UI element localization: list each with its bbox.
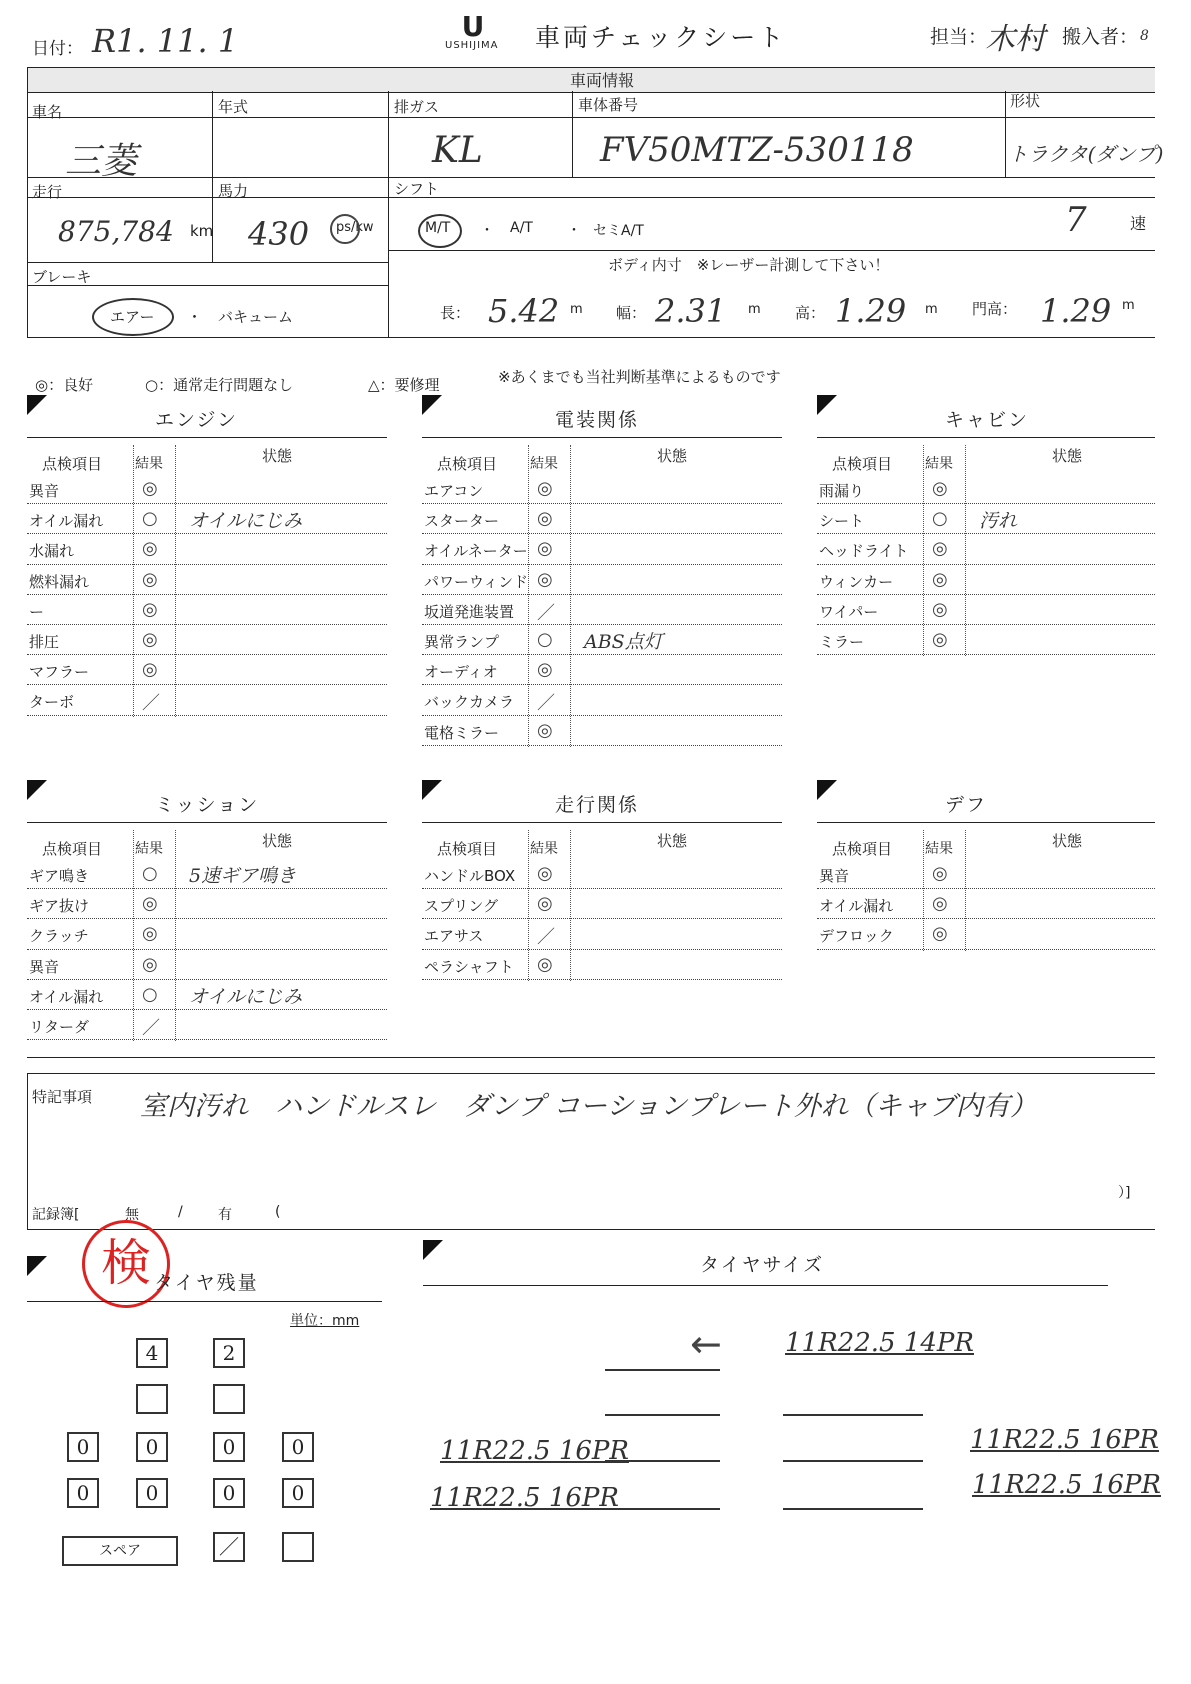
diff-col-item: 点検項目 bbox=[832, 840, 893, 858]
legend-ok: ○：通常走行問題なし bbox=[145, 376, 294, 394]
tire-box-rear2-inner-left: 0 bbox=[136, 1478, 168, 1508]
cabin-row-label: シート bbox=[819, 512, 865, 531]
electrical-row-label: エアコン bbox=[424, 482, 484, 500]
mission-row-mark: ◎ bbox=[142, 893, 158, 915]
running-row-mark: ◎ bbox=[537, 863, 553, 884]
running-col-state: 状態 bbox=[657, 832, 688, 850]
cabin-row-rule bbox=[817, 624, 1155, 625]
electrical-row-rule bbox=[422, 564, 782, 565]
running-col-result: 結果 bbox=[530, 841, 558, 857]
mission-row-label: クラッチ bbox=[29, 927, 89, 946]
running-row-rule bbox=[422, 888, 782, 889]
running-row-rule bbox=[422, 979, 782, 980]
diff-col-state: 状態 bbox=[1052, 832, 1083, 850]
electrical-row-label: 異常ランプ bbox=[424, 633, 500, 651]
tire-box-rear1-inner-right: 0 bbox=[213, 1432, 245, 1462]
electrical-row-label: 電格ミラー bbox=[424, 723, 500, 742]
electrical-row-mark: ◎ bbox=[537, 478, 553, 499]
gears-unit: 速 bbox=[1130, 214, 1147, 233]
engine-row-mark: ◎ bbox=[142, 629, 158, 650]
spare-box-2 bbox=[282, 1532, 314, 1562]
engine-row-rule bbox=[27, 503, 387, 504]
shift-option-mt: M/T bbox=[425, 220, 451, 236]
legend-note: ※あくまでも当社判断基準によるものです bbox=[498, 368, 781, 386]
electrical-marker-icon bbox=[422, 395, 442, 415]
cabin-row-mark: ○ bbox=[932, 508, 948, 530]
diff-marker-icon bbox=[817, 780, 837, 800]
electrical-row-rule bbox=[422, 533, 782, 534]
cabin-row-label: ミラー bbox=[819, 633, 865, 651]
mission-row-mark: ○ bbox=[142, 983, 158, 1005]
engine-row-rule bbox=[27, 564, 387, 565]
running-row-mark: ◎ bbox=[537, 953, 553, 975]
record-label: 記録簿[ bbox=[32, 1207, 80, 1223]
tire-remaining-unit: 単位：mm bbox=[290, 1313, 360, 1329]
diff-row-label: オイル漏れ bbox=[819, 897, 894, 916]
mission-col-state: 状態 bbox=[262, 832, 293, 850]
legend-good: ◎：良好 bbox=[35, 376, 94, 394]
electrical-row-label: オーディオ bbox=[424, 663, 498, 682]
cabin-row-label: ヘッドライト bbox=[819, 542, 909, 561]
electrical-row-state: ABS点灯 bbox=[584, 631, 663, 653]
cabin-col-state: 状態 bbox=[1052, 447, 1083, 465]
diff-row-label: 異音 bbox=[819, 867, 850, 885]
electrical-row-label: バックカメラ bbox=[424, 693, 515, 712]
gears-value: 7 bbox=[1065, 200, 1087, 240]
running-col-item: 点検項目 bbox=[437, 840, 498, 858]
shift-option-at: A/T bbox=[510, 220, 533, 236]
cabin-row-rule bbox=[817, 594, 1155, 595]
diff-row-label: デフロック bbox=[819, 927, 894, 946]
cabin-row-rule bbox=[817, 503, 1155, 504]
mileage-unit: km bbox=[190, 222, 214, 240]
electrical-row-mark: ／ bbox=[537, 693, 555, 715]
maker-label: 車名 bbox=[32, 103, 63, 121]
electrical-row-mark: ◎ bbox=[537, 568, 553, 590]
cabin-marker-icon bbox=[817, 395, 837, 415]
diff-title-rule bbox=[817, 822, 1155, 823]
power-circle-mark bbox=[330, 214, 360, 244]
engine-title-rule bbox=[27, 437, 387, 438]
mission-row-rule bbox=[27, 1039, 387, 1040]
electrical-row-rule bbox=[422, 594, 782, 595]
tire-remaining-title: タイヤ残量 bbox=[154, 1272, 259, 1294]
record-yes: 有 bbox=[218, 1207, 232, 1223]
electrical-col-item: 点検項目 bbox=[437, 455, 498, 473]
running-row-mark: ／ bbox=[537, 927, 555, 949]
tire-size-marker-icon bbox=[423, 1240, 443, 1260]
engine-row-label: ー bbox=[29, 602, 45, 621]
year-label: 年式 bbox=[218, 98, 249, 116]
engine-row-mark: ◎ bbox=[142, 538, 158, 560]
electrical-row-rule bbox=[422, 684, 782, 685]
mission-row-label: リターダ bbox=[29, 1018, 90, 1036]
mission-row-mark: ◎ bbox=[142, 923, 158, 945]
height-label: 高： bbox=[795, 304, 826, 322]
cabin-row-mark: ◎ bbox=[932, 478, 948, 499]
tire-size-title: タイヤサイズ bbox=[700, 1254, 825, 1276]
carrier-value: 8 bbox=[1140, 28, 1149, 44]
mileage-value: 875,784 bbox=[58, 215, 174, 248]
shape-label: 形状 bbox=[1010, 92, 1041, 110]
tire-remaining-marker-icon bbox=[27, 1256, 47, 1276]
cabin-row-label: ウィンカー bbox=[819, 572, 894, 591]
power-value: 430 bbox=[248, 215, 310, 253]
mission-row-mark: ／ bbox=[142, 1018, 160, 1039]
electrical-row-label: パワーウィンド bbox=[424, 572, 529, 591]
height-unit: m bbox=[925, 302, 938, 317]
shift-sep-2: ・ bbox=[567, 223, 581, 239]
tire-box-second-left bbox=[136, 1384, 168, 1414]
staff-label: 担当： bbox=[930, 26, 988, 48]
engine-row-state: オイルにじみ bbox=[189, 510, 303, 533]
mission-row-mark: ○ bbox=[142, 863, 158, 884]
engine-row-mark: ◎ bbox=[142, 568, 158, 590]
diff-row-mark: ◎ bbox=[932, 893, 948, 915]
tire-box-rear1-inner-left: 0 bbox=[136, 1432, 168, 1462]
record-paren-open: ( bbox=[275, 1204, 281, 1220]
brake-sep: ・ bbox=[187, 308, 203, 326]
legend-repair: △：要修理 bbox=[368, 376, 440, 394]
date-value: R1. 11. 1 bbox=[92, 22, 239, 60]
running-divider-1 bbox=[528, 830, 529, 981]
diff-row-mark: ◎ bbox=[932, 923, 948, 945]
engine-row-rule bbox=[27, 654, 387, 655]
tire-box-rear1-outer-right: 0 bbox=[282, 1432, 314, 1462]
mission-title: ミッション bbox=[155, 794, 260, 816]
electrical-row-label: オイルネーター bbox=[424, 542, 528, 561]
mission-col-item: 点検項目 bbox=[42, 840, 103, 858]
date-label: 日付： bbox=[32, 39, 83, 59]
tire-box-front-right: 2 bbox=[213, 1338, 245, 1368]
cabin-row-label: ワイパー bbox=[819, 602, 879, 621]
shape-value: トラクタ(ダンプ) bbox=[1008, 142, 1164, 166]
vehicle-info-title: 車両情報 bbox=[570, 71, 635, 90]
spare-label: スペア bbox=[62, 1536, 178, 1566]
mission-marker-icon bbox=[27, 780, 47, 800]
engine-row-label: オイル漏れ bbox=[29, 512, 104, 531]
engine-row-rule bbox=[27, 533, 387, 534]
ushijima-logo-icon: U bbox=[461, 10, 485, 43]
running-divider-2 bbox=[570, 830, 571, 981]
engine-row-mark: ◎ bbox=[142, 598, 158, 620]
emission-value: KL bbox=[432, 130, 483, 171]
notes-label: 特記事項 bbox=[32, 1088, 93, 1106]
diff-col-result: 結果 bbox=[925, 841, 953, 857]
mission-row-label: 異音 bbox=[29, 957, 60, 976]
gate-unit: m bbox=[1122, 298, 1135, 313]
running-row-rule bbox=[422, 918, 782, 919]
diff-row-mark: ◎ bbox=[932, 863, 948, 884]
shift-option-semi-at: セミA/T bbox=[593, 223, 644, 239]
height-value: 1.29 bbox=[835, 292, 907, 330]
running-marker-icon bbox=[422, 780, 442, 800]
tire-size-arrow-icon: ← bbox=[690, 1322, 722, 1366]
running-row-label: ペラシャフト bbox=[424, 957, 514, 976]
engine-row-label: 異音 bbox=[29, 482, 60, 500]
running-row-mark: ◎ bbox=[537, 893, 553, 915]
logo-text: USHIJIMA bbox=[445, 40, 499, 51]
electrical-row-mark: ◎ bbox=[537, 508, 553, 530]
tire-box-front-left: 4 bbox=[136, 1338, 168, 1368]
cabin-row-mark: ◎ bbox=[932, 538, 948, 560]
record-sep: / bbox=[178, 1204, 183, 1220]
chassis-value: FV50MTZ-530118 bbox=[600, 130, 914, 170]
tire-box-rear2-outer-right: 0 bbox=[282, 1478, 314, 1508]
running-title: 走行関係 bbox=[555, 794, 640, 816]
power-label: 馬力 bbox=[218, 182, 249, 200]
mission-row-rule bbox=[27, 1009, 387, 1010]
engine-col-result: 結果 bbox=[135, 456, 163, 472]
engine-row-rule bbox=[27, 715, 387, 716]
engine-divider-2 bbox=[175, 445, 176, 717]
diff-row-rule bbox=[817, 949, 1155, 950]
mission-col-result: 結果 bbox=[135, 841, 163, 857]
tire-size-left-1: 11R22.5 16PR bbox=[440, 1436, 629, 1466]
length-label: 長： bbox=[440, 304, 471, 322]
electrical-divider-2 bbox=[570, 445, 571, 747]
running-title-rule bbox=[422, 822, 782, 823]
running-row-label: ハンドルBOX bbox=[424, 867, 516, 885]
diff-row-rule bbox=[817, 918, 1155, 919]
electrical-row-rule bbox=[422, 503, 782, 504]
tire-box-rear2-inner-right: 0 bbox=[213, 1478, 245, 1508]
electrical-row-mark: ／ bbox=[537, 602, 555, 624]
electrical-divider-1 bbox=[528, 445, 529, 747]
electrical-row-label: スターター bbox=[424, 512, 500, 531]
cabin-col-result: 結果 bbox=[925, 456, 953, 472]
engine-title: エンジン bbox=[155, 409, 239, 431]
carrier-label: 搬入者： bbox=[1062, 26, 1139, 48]
staff-value: 木村 bbox=[985, 22, 1045, 57]
spare-box-1: ／ bbox=[213, 1532, 245, 1562]
mission-row-rule bbox=[27, 949, 387, 950]
body-dims-label: ボディ内寸 ※レーザー計測して下さい！ bbox=[608, 256, 890, 274]
tire-size-left-2: 11R22.5 16PR bbox=[430, 1483, 619, 1513]
maker-value: 三菱 bbox=[65, 141, 138, 182]
gate-label: 門高： bbox=[972, 300, 1018, 318]
electrical-col-result: 結果 bbox=[530, 456, 558, 472]
running-row-rule bbox=[422, 949, 782, 950]
shift-sep: ・ bbox=[480, 223, 494, 239]
mission-title-rule bbox=[27, 822, 387, 823]
shift-label: シフト bbox=[394, 180, 440, 198]
electrical-row-rule bbox=[422, 624, 782, 625]
mission-row-rule bbox=[27, 918, 387, 919]
tire-box-rear1-outer-left: 0 bbox=[67, 1432, 99, 1462]
cabin-row-mark: ◎ bbox=[932, 598, 948, 620]
engine-col-item: 点検項目 bbox=[42, 455, 103, 473]
mission-row-rule bbox=[27, 888, 387, 889]
engine-marker-icon bbox=[27, 395, 47, 415]
electrical-row-mark: ◎ bbox=[537, 659, 553, 681]
electrical-row-mark: ◎ bbox=[537, 538, 553, 560]
tire-size-right-2: 11R22.5 16PR bbox=[972, 1470, 1161, 1500]
running-row-label: スプリング bbox=[424, 897, 499, 916]
electrical-row-mark: ◎ bbox=[537, 719, 553, 741]
engine-row-mark: ／ bbox=[142, 693, 160, 715]
cabin-title-rule bbox=[817, 437, 1155, 438]
diff-row-rule bbox=[817, 888, 1155, 889]
running-row-label: エアサス bbox=[424, 927, 484, 946]
electrical-title-rule bbox=[422, 437, 782, 438]
width-value: 2.31 bbox=[655, 292, 727, 330]
page-title: 車両チェックシート bbox=[535, 23, 787, 52]
cabin-row-rule bbox=[817, 533, 1155, 534]
length-unit: m bbox=[570, 302, 583, 317]
engine-row-mark: ◎ bbox=[142, 659, 158, 681]
engine-row-label: 排圧 bbox=[29, 633, 60, 651]
engine-row-label: 水漏れ bbox=[29, 542, 75, 561]
engine-row-label: マフラー bbox=[29, 663, 90, 682]
mission-row-label: ギア抜け bbox=[29, 897, 90, 916]
width-label: 幅： bbox=[616, 304, 647, 322]
cabin-row-mark: ◎ bbox=[932, 629, 948, 650]
record-close: ）] bbox=[1118, 1185, 1131, 1201]
engine-row-mark: ◎ bbox=[142, 478, 158, 499]
electrical-row-label: 坂道発進装置 bbox=[424, 602, 515, 621]
engine-divider-1 bbox=[133, 445, 134, 717]
cabin-col-item: 点検項目 bbox=[832, 455, 893, 473]
engine-row-label: ターボ bbox=[29, 693, 75, 712]
diff-title: デフ bbox=[945, 794, 988, 816]
emission-label: 排ガス bbox=[394, 98, 440, 116]
tire-box-rear2-outer-left: 0 bbox=[67, 1478, 99, 1508]
mission-row-state: オイルにじみ bbox=[189, 985, 303, 1008]
cabin-row-state: 汚れ bbox=[979, 510, 1018, 533]
cabin-title: キャビン bbox=[945, 409, 1030, 431]
notes-value: 室内汚れ ハンドルスレ ダンプ コーションプレート外れ（キャブ内有） bbox=[140, 1091, 1037, 1122]
length-value: 5.42 bbox=[488, 292, 560, 330]
tire-size-front: 11R22.5 14PR bbox=[785, 1328, 974, 1358]
electrical-row-rule bbox=[422, 745, 782, 746]
mission-row-mark: ◎ bbox=[142, 953, 158, 975]
electrical-row-rule bbox=[422, 654, 782, 655]
brake-option-vacuum: バキューム bbox=[218, 308, 294, 326]
engine-row-label: 燃料漏れ bbox=[29, 572, 90, 591]
tire-box-second-right bbox=[213, 1384, 245, 1414]
brake-option-air: エアー bbox=[110, 308, 155, 326]
electrical-title: 電装関係 bbox=[555, 409, 640, 431]
diff-divider-1 bbox=[923, 830, 924, 951]
electrical-col-state: 状態 bbox=[657, 447, 688, 465]
mission-row-label: ギア鳴き bbox=[29, 867, 90, 885]
mission-row-state: 5速ギア鳴き bbox=[189, 865, 297, 887]
engine-row-rule bbox=[27, 624, 387, 625]
cabin-row-rule bbox=[817, 564, 1155, 565]
diff-divider-2 bbox=[965, 830, 966, 951]
tire-size-right-1: 11R22.5 16PR bbox=[970, 1425, 1159, 1455]
engine-row-rule bbox=[27, 684, 387, 685]
record-none: 無 bbox=[125, 1207, 139, 1223]
mission-row-label: オイル漏れ bbox=[29, 987, 104, 1006]
engine-col-state: 状態 bbox=[262, 447, 293, 465]
electrical-row-rule bbox=[422, 715, 782, 716]
brake-label: ブレーキ bbox=[32, 268, 92, 286]
cabin-row-label: 雨漏り bbox=[819, 482, 865, 500]
mission-row-rule bbox=[27, 979, 387, 980]
cabin-row-mark: ◎ bbox=[932, 568, 948, 590]
cabin-row-rule bbox=[817, 654, 1155, 655]
power-unit: ps/kw bbox=[336, 220, 374, 235]
chassis-label: 車体番号 bbox=[578, 96, 639, 114]
engine-row-mark: ○ bbox=[142, 508, 158, 530]
inspection-stamp: 検 bbox=[82, 1220, 170, 1308]
gate-value: 1.29 bbox=[1040, 292, 1112, 330]
width-unit: m bbox=[748, 302, 761, 317]
electrical-row-mark: ○ bbox=[537, 629, 553, 650]
engine-row-rule bbox=[27, 594, 387, 595]
mileage-label: 走行 bbox=[32, 183, 63, 201]
